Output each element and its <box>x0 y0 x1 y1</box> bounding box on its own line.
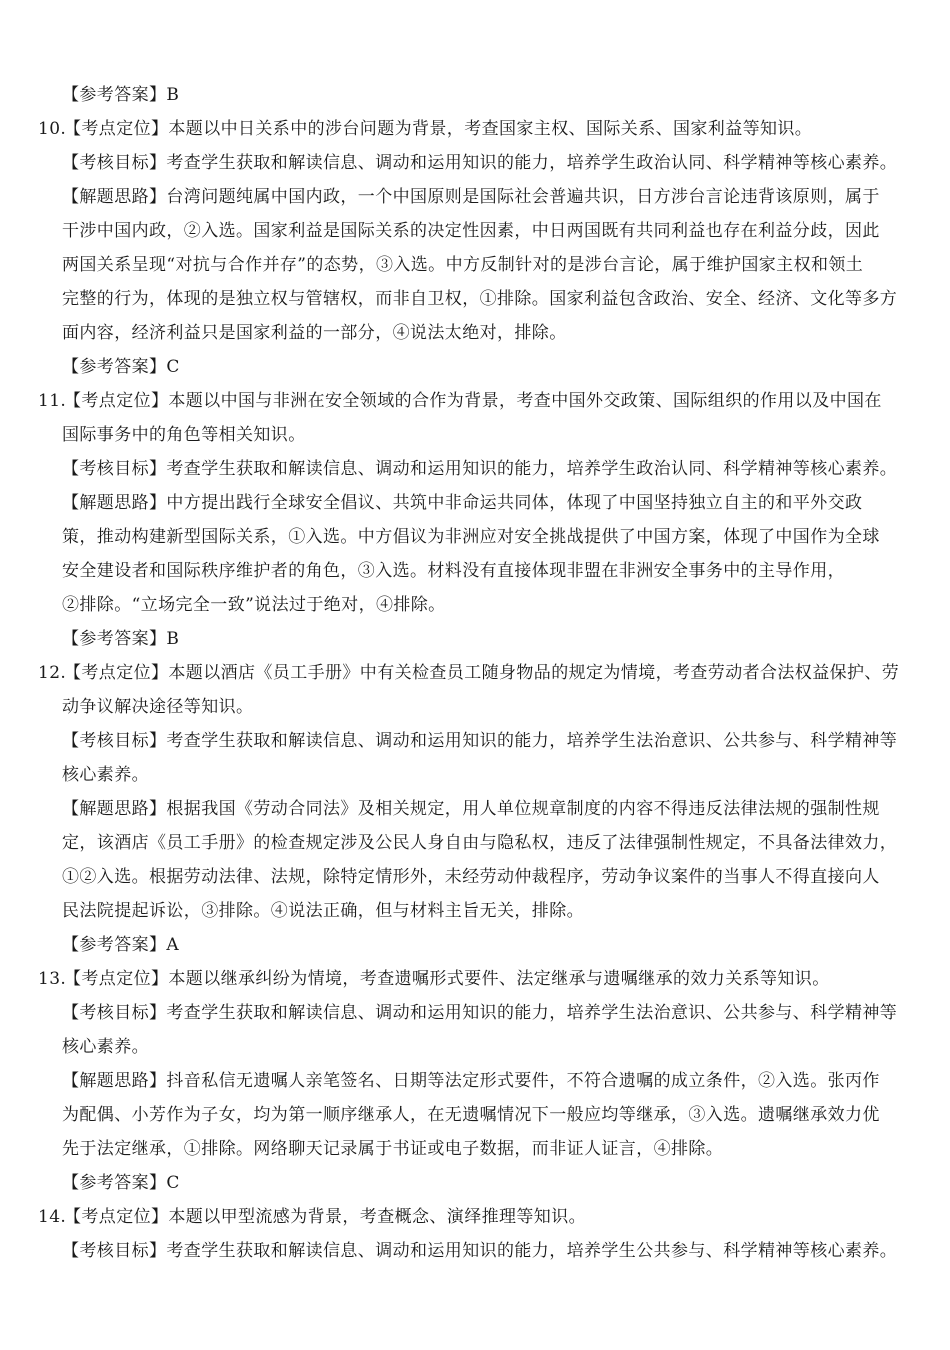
topic-location: 【考点定位】本题以酒店《员工手册》中有关检查员工随身物品的规定为情境，考查劳动者合法权益保护、劳 <box>64 663 900 683</box>
answer-line: 【参考答案】A <box>62 935 180 955</box>
assessment-goal-cont: 核心素养。 <box>62 765 149 785</box>
solution-line: 民法院提起诉讼，③排除。④说法正确，但与材料主旨无关，排除。 <box>62 901 584 921</box>
solution-line: ②排除。“立场完全一致”说法过于绝对，④排除。 <box>62 595 446 615</box>
assessment-goal-cont: 核心素养。 <box>62 1037 149 1057</box>
topic-location-cont: 国际事务中的角色等相关知识。 <box>62 425 306 445</box>
topic-location: 【考点定位】本题以中国与非洲在安全领域的合作为背景，考查中国外交政策、国际组织的作用以及中国在 <box>64 391 882 411</box>
solution-line: ①②入选。根据劳动法律、法规，除特定情形外，未经劳动仲裁程序，劳动争议案件的当事人不得直接向人 <box>62 867 880 887</box>
solution-line: 【解题思路】台湾问题纯属中国内政，一个中国原则是国际社会普遍共识，日方涉台言论违背该原则，属于 <box>62 187 880 207</box>
question-number: 11. <box>38 391 67 411</box>
solution-line: 安全建设者和国际秩序维护者的角色，③入选。材料没有直接体现非盟在非洲安全事务中的主导作用， <box>62 561 845 581</box>
question-heading <box>38 1205 586 1229</box>
assessment-goal: 【考核目标】考查学生获取和解读信息、调动和运用知识的能力，培养学生政治认同、科学精神等核心素养。 <box>62 153 898 173</box>
question-number: 12. <box>38 663 67 683</box>
solution-line: 完整的行为，体现的是独立权与管辖权，而非自卫权，①排除。国家利益包含政治、安全、经济、文化等多方 <box>62 289 898 309</box>
question-heading <box>38 117 812 141</box>
answer-line: 【参考答案】B <box>62 85 180 105</box>
question-number: 13. <box>38 969 67 989</box>
question-heading <box>38 967 830 991</box>
solution-line: 【解题思路】中方提出践行全球安全倡议、共筑中非命运共同体，体现了中国坚持独立自主的和平外交政 <box>62 493 863 513</box>
solution-line: 定，该酒店《员工手册》的检查规定涉及公民人身自由与隐私权，违反了法律强制性规定，不具备法律效力， <box>62 833 898 853</box>
assessment-goal: 【考核目标】考查学生获取和解读信息、调动和运用知识的能力，培养学生法治意识、公共参与、科学精神等 <box>62 1003 898 1023</box>
solution-line: 面内容，经济利益只是国家利益的一部分，④说法太绝对，排除。 <box>62 323 567 343</box>
solution-line: 策，推动构建新型国际关系，①入选。中方倡议为非洲应对安全挑战提供了中国方案，体现了中国作为全球 <box>62 527 880 547</box>
answer-line: 【参考答案】C <box>62 357 180 377</box>
topic-location: 【考点定位】本题以中日关系中的涉台问题为背景，考查国家主权、国际关系、国家利益等知识。 <box>64 119 813 139</box>
assessment-goal: 【考核目标】考查学生获取和解读信息、调动和运用知识的能力，培养学生政治认同、科学精神等核心素养。 <box>62 459 898 479</box>
topic-location-cont: 动争议解决途径等知识。 <box>62 697 254 717</box>
assessment-goal: 【考核目标】考查学生获取和解读信息、调动和运用知识的能力，培养学生公共参与、科学精神等核心素养。 <box>62 1241 898 1261</box>
solution-line: 为配偶、小芳作为子女，均为第一顺序继承人，在无遗嘱情况下一般应均等继承，③入选。遗嘱继承效力优 <box>62 1105 880 1125</box>
solution-line: 【解题思路】抖音私信无遗嘱人亲笔签名、日期等法定形式要件，不符合遗嘱的成立条件，②入选。张丙作 <box>62 1071 880 1091</box>
assessment-goal: 【考核目标】考查学生获取和解读信息、调动和运用知识的能力，培养学生法治意识、公共参与、科学精神等 <box>62 731 898 751</box>
solution-line: 两国关系呈现“对抗与合作并存”的态势，③入选。中方反制针对的是涉台言论，属于维护国家主权和领土 <box>62 255 864 275</box>
answer-line: 【参考答案】C <box>62 1173 180 1193</box>
question-heading <box>38 389 882 413</box>
topic-location: 【考点定位】本题以甲型流感为背景，考查概念、演绎推理等知识。 <box>64 1207 586 1227</box>
answer-line: 【参考答案】B <box>62 629 180 649</box>
topic-location: 【考点定位】本题以继承纠纷为情境，考查遗嘱形式要件、法定继承与遗嘱继承的效力关系等知识。 <box>64 969 830 989</box>
question-number: 10. <box>38 119 67 139</box>
question-heading <box>38 661 899 685</box>
question-number: 14. <box>38 1207 67 1227</box>
solution-line: 先于法定继承，①排除。网络聊天记录属于书证或电子数据，而非证人证言，④排除。 <box>62 1139 724 1159</box>
solution-line: 【解题思路】根据我国《劳动合同法》及相关规定，用人单位规章制度的内容不得违反法律法规的强制性规 <box>62 799 880 819</box>
solution-line: 干涉中国内政，②入选。国家利益是国际关系的决定性因素，中日两国既有共同利益也存在利益分歧，因此 <box>62 221 880 241</box>
